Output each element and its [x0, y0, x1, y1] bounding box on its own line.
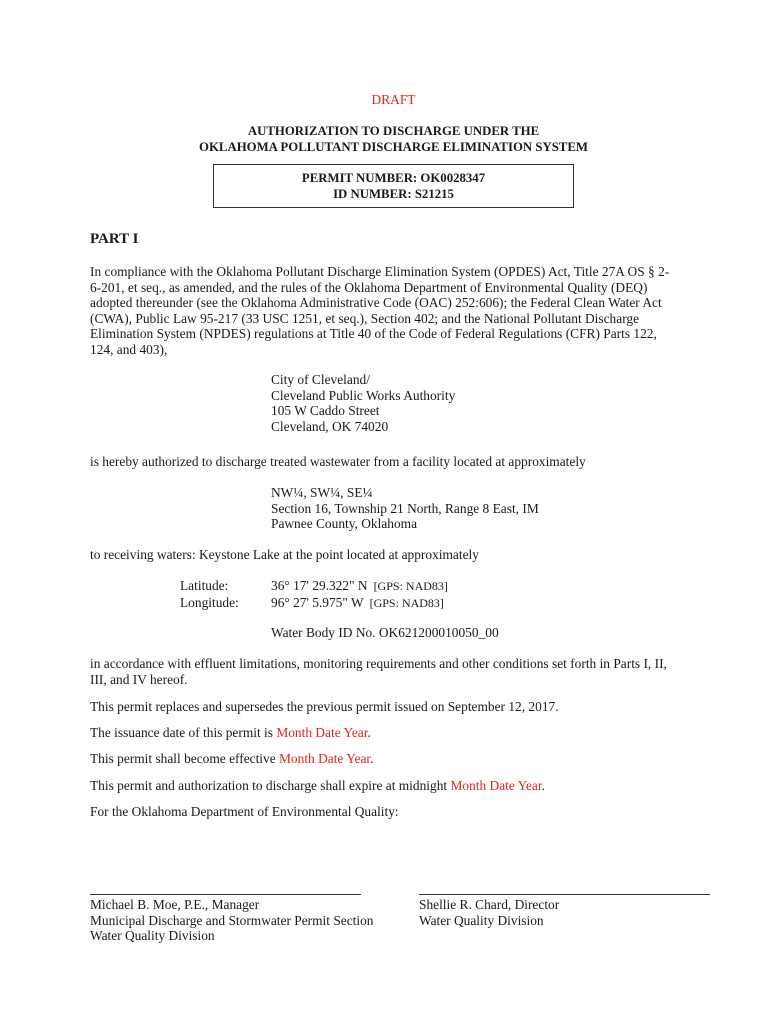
effective-sentence — [90, 751, 698, 767]
authorized-text: is hereby authorized to discharge treated wastewater from a facility located at approximately — [90, 454, 586, 469]
compliance-line: adopted thereunder (see the Oklahoma Administrative Code (OAC) 252:606); the Federal Clean Water Act — [90, 295, 662, 311]
longitude-row — [180, 595, 448, 612]
permittee-line: Cleveland Public Works Authority — [271, 387, 456, 403]
draft-label: DRAFT — [371, 92, 416, 107]
signatory-division: Water Quality Division — [90, 928, 215, 944]
signatory-division: Water Quality Division — [419, 912, 544, 928]
receiving-waters-text: to receiving waters: Keystone Lake at the point located at approximately — [90, 547, 479, 562]
permittee-line: City of Cleveland/ — [271, 372, 370, 387]
compliance-paragraph — [90, 264, 698, 358]
title-line-2: OKLAHOMA POLLUTANT DISCHARGE ELIMINATION SYSTEM — [199, 139, 588, 154]
effective-end: . — [370, 751, 374, 766]
effective-date: Month Date Year — [279, 751, 371, 766]
signatory-name: Michael B. Moe, P.E., Manager — [90, 897, 260, 912]
facility-location — [271, 485, 539, 532]
signature-block-left — [90, 897, 374, 944]
signatory-section: Municipal Discharge and Stormwater Permit Section — [90, 912, 374, 928]
signature-line-right — [419, 894, 710, 895]
location-line: Pawnee County, Oklahoma — [271, 516, 418, 532]
signatory-name: Shellie R. Chard, Director — [419, 897, 560, 912]
longitude-label: Longitude: — [180, 594, 239, 610]
coordinates — [180, 578, 448, 611]
permit-number: PERMIT NUMBER: OK0028347 — [301, 171, 486, 185]
accordance-line: III, and IV hereof. — [90, 671, 188, 687]
issuance-text: The issuance date of this permit is — [90, 725, 277, 740]
issuance-sentence — [90, 725, 698, 741]
compliance-line: 6-201, et seq., as amended, and the rules of the Oklahoma Department of Environmental Quality (DEQ) — [90, 279, 648, 295]
latitude-row — [180, 578, 448, 595]
accordance-paragraph — [90, 656, 698, 687]
permit-number-box — [213, 164, 574, 208]
compliance-line: Elimination System (NPDES) regulations at Title 40 of the Code of Federal Regulations (CFR) Parts 122, — [90, 326, 657, 342]
title-line-1: AUTHORIZATION TO DISCHARGE UNDER THE — [247, 124, 540, 138]
expire-date: Month Date Year — [450, 778, 542, 793]
signature-block-right — [419, 897, 559, 928]
latitude-label: Latitude: — [180, 578, 229, 593]
document-title — [0, 124, 770, 155]
location-line: Section 16, Township 21 North, Range 8 East, IM — [271, 500, 539, 516]
location-line: NW¼, SW¼, SE¼ — [271, 485, 373, 500]
expire-sentence — [90, 778, 698, 794]
permittee-address — [271, 372, 455, 434]
longitude-value: 96° 27' 5.975" W — [271, 594, 364, 610]
issuance-date: Month Date Year — [276, 725, 368, 740]
compliance-line: (CWA), Public Law 95-217 (33 USC 1251, et seq.), Section 402; and the National Pollutant Discharge — [90, 310, 640, 326]
latitude-gps: [GPS: NAD83] — [373, 579, 448, 593]
expire-end: . — [541, 778, 545, 793]
accordance-line: in accordance with effluent limitations, monitoring requirements and other conditions set forth in Parts I, II, — [90, 656, 667, 671]
for-deq-text: For the Oklahoma Department of Environmental Quality: — [90, 804, 399, 819]
part-heading: PART I — [90, 231, 139, 247]
expire-text: This permit and authorization to discharge shall expire at midnight — [90, 778, 451, 793]
replaces-text: This permit replaces and supersedes the previous permit issued on September 12, 2017. — [90, 699, 559, 714]
longitude-gps: [GPS: NAD83] — [369, 595, 444, 610]
issuance-end: . — [367, 725, 371, 740]
permittee-line: 105 W Caddo Street — [271, 403, 380, 419]
id-number: ID NUMBER: S21215 — [333, 186, 454, 201]
signature-line-left — [90, 894, 361, 895]
water-body-id: Water Body ID No. OK621200010050_00 — [271, 625, 499, 640]
permittee-line: Cleveland, OK 74020 — [271, 418, 389, 434]
effective-text: This permit shall become effective — [90, 751, 280, 766]
latitude-value: 36° 17' 29.322" N — [271, 578, 368, 593]
compliance-line: In compliance with the Oklahoma Pollutant Discharge Elimination System (OPDES) Act, Title 27A OS § 2- — [90, 264, 670, 279]
compliance-line: 124, and 403), — [90, 341, 168, 357]
